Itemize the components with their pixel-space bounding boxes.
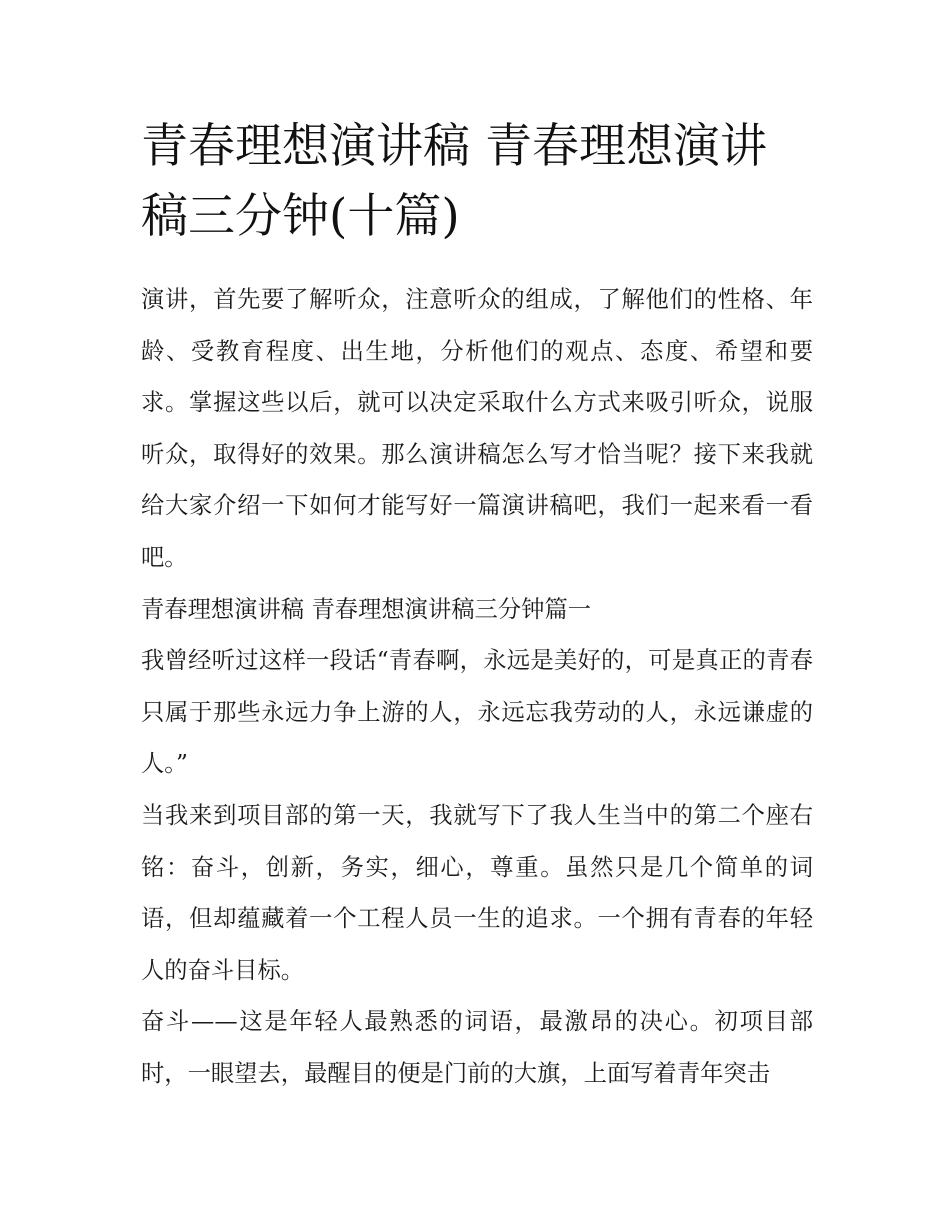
body-paragraph: 当我来到项目部的第一天，我就写下了我人生当中的第二个座右铭：奋斗，创新，务实，细心，尊重。虽然只是几个简单的词语，但却蕴藏着一个工程人员一生的追求。一个拥有青春的年轻人的奋斗目标。: [141, 801, 813, 984]
document-body: [141, 274, 813, 1100]
document-title: 青春理想演讲稿 青春理想演讲稿三分钟(十篇): [141, 119, 767, 244]
body-paragraph: 我曾经听过这样一段话“青春啊，永远是美好的，可是真正的青春只属于那些永远力争上游的人，永远忘我劳动的人，永远谦虚的人。”: [141, 647, 813, 778]
document-content: [141, 112, 813, 1100]
body-paragraph: 奋斗——这是年轻人最熟悉的词语，最激昂的决心。初项目部时，一眼望去，最醒目的便是门前的大旗，上面写着青年突击: [141, 1008, 813, 1087]
intro-paragraph: 演讲，首先要了解听众，注意听众的组成，了解他们的性格、年龄、受教育程度、出生地，分析他们的观点、态度、希望和要求。掌握这些以后，就可以决定采取什么方式来吸引听众，说服听众，取得好的效果。那么演讲稿怎么写才恰当呢？接下来我就给大家介绍一下如何才能写好一篇演讲稿吧，我们一起来看一看吧。: [141, 286, 813, 571]
section-heading: 青春理想演讲稿 青春理想演讲稿三分钟篇一: [141, 595, 592, 623]
